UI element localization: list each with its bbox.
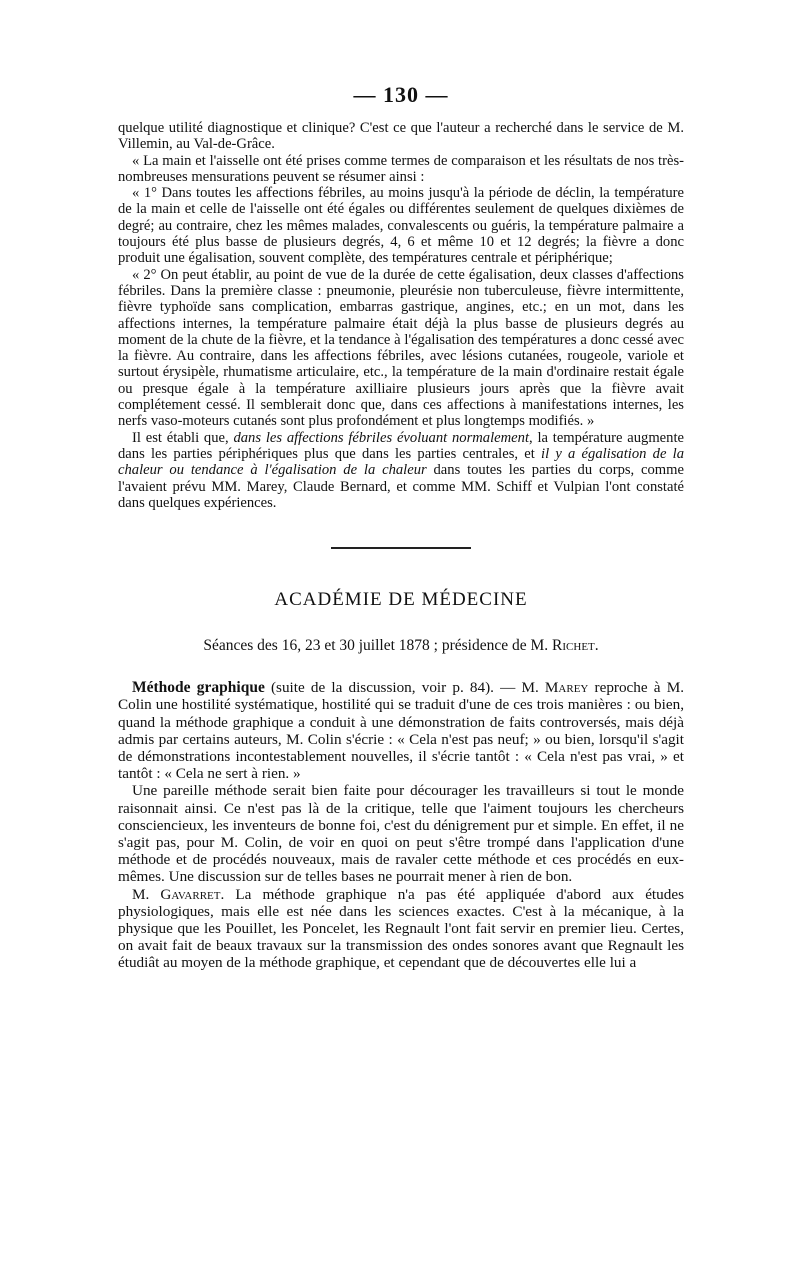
topic-heading: Méthode graphique <box>132 679 265 697</box>
paragraph-1: quelque utilité diagnostique et clinique? C'est ce que l'auteur a recherché dans le service de M. Villemin, au Val-de-Grâce. <box>118 120 684 153</box>
speaker-gavarret: Gavarret. <box>160 885 225 903</box>
body-paragraph-3-text-b: La méthode graphique n'a pas été appliquée d'abord aux études physiologiques, mais elle est née dans les sciences exactes. C'est à la mécanique, à la physique que les Pouillet, les Poncelet, les Regnault l'ont fait servir en premier lieu. Certes, on avait fait de beaux travaux sur la transmission des ondes sonores avant que Regnault les étudiât au moyen de la méthode graphique, et cependant que de découvertes elle lui a <box>118 885 684 972</box>
paragraph-3: « 1° Dans toutes les affections fébriles, au moins jusqu'à la période de déclin, la température de la main et celle de l'aisselle ont été égales ou différentes seulement de quelques dixièmes de degré; au contraire, chez les mêmes malades, convalescents ou guéris, la température palmaire a toujours été plus basse de plusieurs degrés, 4, 6 et même 10 et 12 degrés; la fièvre a donc produit une égalisation, souvent complète, des températures centrale et périphérique; <box>118 185 684 267</box>
body-paragraph-3 <box>118 886 684 972</box>
body-paragraph-1-text-a: (suite de la discussion, voir p. 84). — M. <box>264 679 545 697</box>
paragraph-5-italic-b: il y a égalisation de la chaleur ou tendance à l'égalisation de la chaleur <box>118 445 684 479</box>
paragraph-5-text-b: , la température augmente dans les parties périphériques plus que dans les parties centrales, et <box>118 429 684 462</box>
body-paragraph-2: Une pareille méthode serait bien faite pour décourager les travailleurs si tout le monde raisonnait ainsi. Ce n'est pas là de la critique, telle que l'aiment toujours les chercheurs consciencieux, les inventeurs de bonne foi, c'est du dénigrement pur et simple. En effet, il ne s'agit pas, pour M. Colin, de voir en quoi on peut s'être trompé dans l'application d'une méthode et de procédés nouveaux, mais de ravaler cette méthode et ces procédés en eux-mêmes. Une discussion sur de telles bases ne pourrait mener à rien de bon. <box>118 782 684 886</box>
body-paragraph-1 <box>118 679 684 782</box>
paragraph-5-text-a: Il est établi que, <box>132 429 234 446</box>
body-paragraph-1-text-b: reproche à M. Colin une hostilité systématique, hostilité qui se traduit d'une de ces trois manières : ou bien, quand la méthode graphique a conduit à une démonstration de faits controversés, mais déjà admis par certains auteurs, M. Colin s'écrie : « Cela n'est pas neuf; » ou bien, lorsqu'il s'agit de démonstrations incontestablement nouvelles, il s'écrie tantôt : « Cela n'est pas vrai, » et tantôt : « Cela ne sert à rien. » <box>118 679 684 783</box>
page-number: — 130 — <box>353 82 449 107</box>
session-text: Séances des 16, 23 et 30 juillet 1878 ; présidence de M. <box>203 637 553 655</box>
session-line <box>118 637 684 655</box>
president-name: Richet. <box>552 637 599 655</box>
paragraph-5 <box>118 430 684 511</box>
speaker-marey: Marey <box>544 679 589 697</box>
section-divider <box>331 547 471 549</box>
paragraph-5-italic-a: dans les affections fébriles évoluant normalement <box>233 429 529 446</box>
section-title: ACADÉMIE DE MÉDECINE <box>274 589 528 611</box>
paragraph-4: « 2° On peut établir, au point de vue de la durée de cette égalisation, deux classes d'affections fébriles. Dans la première classe : pneumonie, pleurésie non tuberculeuse, fièvre intermittente, fièvre typhoïde sans complication, embarras gastrique, angines, etc.; en un mot, dans les affections internes, la température palmaire était déjà la plus basse de plusieurs degrés au moment de la chute de la fièvre, et la tendance à l'égalisation des températures a donc cessé avec la fièvre. Au contraire, dans les affections fébriles, avec lésions cutanées, rougeole, variole et surtout érysipèle, rhumatisme articulaire, etc., la température de la main d'ordinaire restait égale ou presque égale à la température axilliaire plusieurs jours après que la fièvre avait complétement cessé. Il semblerait donc que, dans ces affections à manifestations internes, les nerfs vaso-moteurs cutanés sont plus profondément et plus longtemps modifiés. » <box>118 266 684 430</box>
paragraph-2: « La main et l'aisselle ont été prises comme termes de comparaison et les résultats de nos très-nombreuses mensurations peuvent se résumer ainsi : <box>118 152 684 185</box>
page <box>118 82 684 972</box>
paragraph-5-text-c: dans toutes les parties du corps, comme l'avaient prévu MM. Marey, Claude Bernard, et comme MM. Schiff et Vulpian l'ont constaté dans quelques expériences. <box>118 462 684 511</box>
body-paragraph-3-text-a: M. <box>132 885 161 903</box>
